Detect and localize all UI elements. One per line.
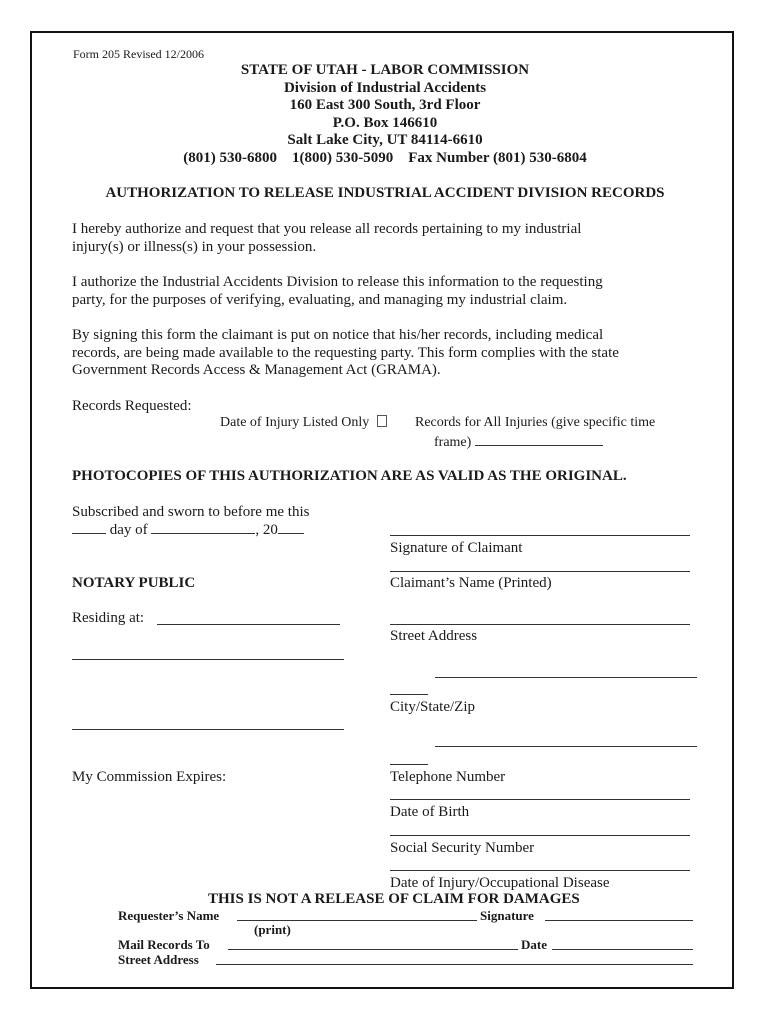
date-of-injury-label: Date of Injury/Occupational Disease — [390, 875, 610, 891]
print-label: (print) — [254, 922, 291, 937]
option-all-injuries-frame — [434, 433, 603, 451]
claimant-name-label: Claimant’s Name (Printed) — [390, 575, 552, 591]
sworn-statement: Subscribed and sworn to before me this — [72, 504, 310, 520]
checkbox-date-of-injury[interactable] — [377, 415, 387, 427]
day-field[interactable] — [72, 521, 106, 534]
ssn-label: Social Security Number — [390, 840, 535, 856]
option-date-of-injury-label: Date of Injury Listed Only — [220, 415, 370, 430]
sworn-date-line — [72, 521, 304, 539]
requester-signature-label: Signature — [480, 908, 534, 923]
residing-at-label: Residing at: — [72, 610, 145, 626]
date-of-birth-field[interactable] — [390, 799, 690, 800]
notary-public-label: NOTARY PUBLIC — [72, 575, 196, 591]
paragraph-1-line-1: I hereby authorize and request that you release all records pertaining to my industrial — [72, 221, 582, 237]
claimant-signature-label: Signature of Claimant — [390, 540, 523, 556]
commission-expires-label: My Commission Expires: — [72, 769, 227, 785]
address-line-2: P.O. Box 146610 — [332, 115, 438, 131]
phone-numbers: (801) 530-6800 1(800) 530-5090 Fax Number (801) 530-6804 — [183, 150, 587, 166]
street-address-label: Street Address — [390, 628, 478, 644]
requester-name-field[interactable] — [237, 920, 477, 921]
paragraph-3-line-1: By signing this form the claimant is put on notice that his/her records, including medical — [72, 327, 604, 343]
form-title: AUTHORIZATION TO RELEASE INDUSTRIAL ACCIDENT DIVISION RECORDS — [105, 185, 665, 201]
claimant-name-field[interactable] — [390, 571, 690, 572]
paragraph-2-line-1: I authorize the Industrial Accidents Division to release this information to the requesting — [72, 274, 603, 290]
paragraph-3-line-3: Government Records Access & Management Act (GRAMA). — [72, 362, 441, 378]
address-line-3: Salt Lake City, UT 84114-6610 — [287, 132, 483, 148]
frame-label: frame) — [434, 435, 472, 450]
telephone-field[interactable] — [435, 746, 697, 747]
city-state-zip-label: City/State/Zip — [390, 699, 475, 715]
form-id: Form 205 Revised 12/2006 — [73, 47, 204, 61]
date-of-birth-label: Date of Birth — [390, 804, 470, 820]
notary-blank-line[interactable] — [72, 729, 344, 730]
street-address-footer-field[interactable] — [216, 964, 693, 965]
telephone-field-tail[interactable] — [390, 764, 428, 765]
month-field[interactable] — [151, 521, 255, 534]
claimant-signature-field[interactable] — [390, 535, 690, 536]
mail-records-to-label: Mail Records To — [118, 937, 210, 952]
paragraph-1-line-2: injury(s) or illness(s) in your possession. — [72, 239, 317, 255]
not-a-release-notice: THIS IS NOT A RELEASE OF CLAIM FOR DAMAGES — [208, 891, 580, 907]
time-frame-field[interactable] — [475, 433, 603, 446]
city-state-zip-field[interactable] — [435, 677, 697, 678]
year-field[interactable] — [278, 521, 304, 534]
option-all-injuries-label: Records for All Injuries (give specific time — [415, 415, 656, 430]
ssn-field[interactable] — [390, 835, 690, 836]
city-state-zip-field-tail[interactable] — [390, 694, 428, 695]
paragraph-2-line-2: party, for the purposes of verifying, evaluating, and managing my industrial claim. — [72, 292, 568, 308]
requester-signature-field[interactable] — [545, 920, 693, 921]
address-line-1: 160 East 300 South, 3rd Floor — [289, 97, 481, 113]
records-requested-label: Records Requested: — [72, 398, 192, 414]
residing-at-field-2[interactable] — [72, 659, 344, 660]
option-date-of-injury[interactable] — [220, 415, 387, 431]
agency-name: STATE OF UTAH - LABOR COMMISSION — [240, 62, 530, 78]
residing-at-field[interactable] — [157, 624, 340, 625]
division-name: Division of Industrial Accidents — [283, 80, 487, 96]
street-address-footer-label: Street Address — [118, 952, 199, 967]
paragraph-3-line-2: records, are being made available to the requesting party. This form complies with the state — [72, 345, 619, 361]
date-of-injury-field[interactable] — [390, 870, 690, 871]
street-address-field[interactable] — [390, 624, 690, 625]
requester-name-label: Requester’s Name — [118, 908, 220, 923]
date-label: Date — [521, 937, 547, 952]
year-prefix-label: , 20 — [255, 522, 278, 538]
date-field[interactable] — [552, 949, 693, 950]
day-of-label: day of — [109, 522, 148, 538]
telephone-label: Telephone Number — [390, 769, 506, 785]
mail-records-to-field[interactable] — [228, 949, 518, 950]
photocopies-notice: PHOTOCOPIES OF THIS AUTHORIZATION ARE AS VALID AS THE ORIGINAL. — [72, 468, 627, 484]
